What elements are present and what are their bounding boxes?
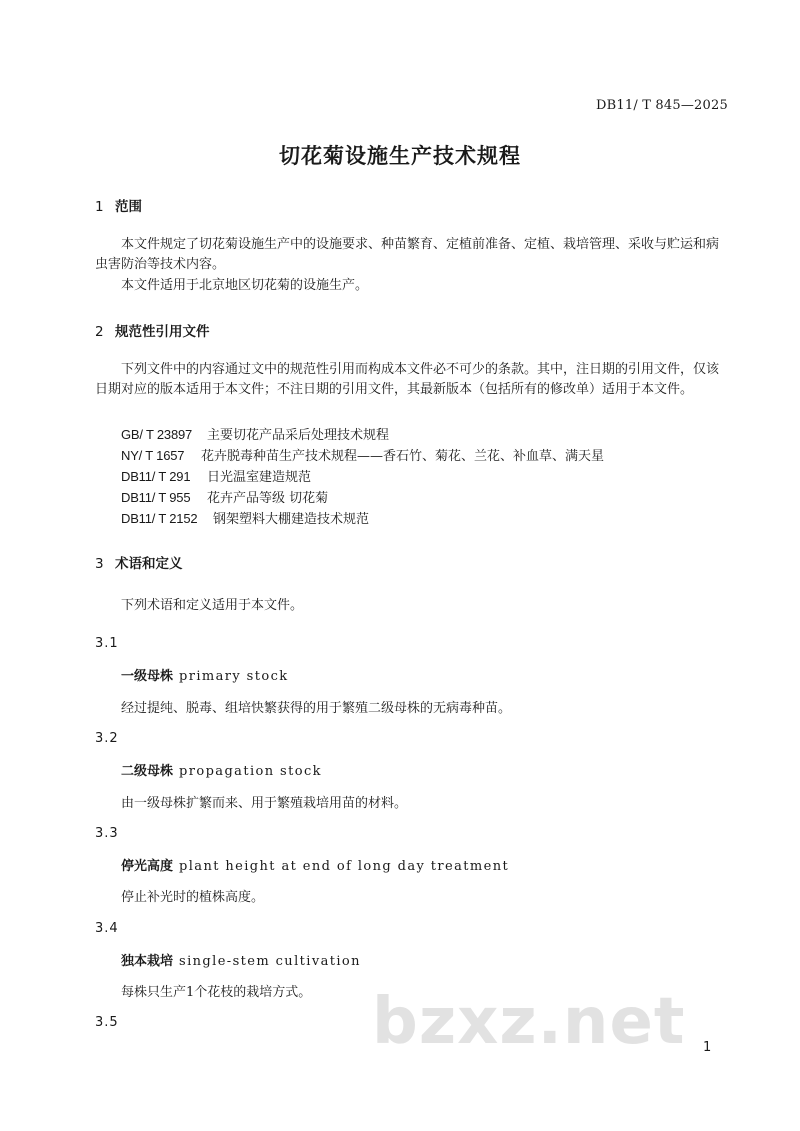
term-heading bbox=[121, 855, 509, 874]
section-number: 3 bbox=[95, 556, 104, 572]
term-zh: 一级母株 bbox=[121, 669, 174, 684]
reference-code: DB11/ T 2152 bbox=[121, 511, 198, 526]
term-zh: 停光高度 bbox=[121, 859, 174, 874]
document-code: DB11/ T 845—2025 bbox=[596, 98, 728, 113]
reference-code: NY/ T 1657 bbox=[121, 448, 185, 463]
reference-name: 钢架塑料大棚建造技术规范 bbox=[213, 512, 370, 527]
reference-name: 日光温室建造规范 bbox=[207, 470, 312, 485]
reference-item bbox=[121, 424, 389, 443]
term-definition: 每株只生产1个花枝的栽培方式。 bbox=[121, 985, 312, 1000]
term-definition: 由一级母株扩繁而来、用于繁殖栽培用苗的材料。 bbox=[121, 796, 408, 811]
section-number: 2 bbox=[95, 324, 104, 340]
section-title: 规范性引用文件 bbox=[115, 324, 210, 340]
reference-name: 主要切花产品采后处理技术规程 bbox=[207, 428, 390, 443]
reference-item bbox=[121, 508, 369, 527]
references-intro-paragraph: 下列文件中的内容通过文中的规范性引用而构成本文件必不可少的条款。其中，注日期的引用文件，仅该日期对应的版本适用于本文件；不注日期的引用文件，其最新版本（包括所有的修改单）适用于本文件。 bbox=[95, 362, 720, 397]
term-definition: 经过提纯、脱毒、组培快繁获得的用于繁殖二级母株的无病毒种苗。 bbox=[121, 701, 512, 716]
reference-code: GB/ T 23897 bbox=[121, 427, 193, 442]
term-heading bbox=[121, 950, 361, 969]
reference-item bbox=[121, 445, 604, 464]
term-en: plant height at end of long day treatment bbox=[179, 859, 510, 874]
reference-name: 花卉产品等级 切花菊 bbox=[207, 491, 329, 506]
term-en: primary stock bbox=[179, 669, 289, 684]
term-heading bbox=[121, 760, 322, 779]
term-en: propagation stock bbox=[179, 764, 322, 779]
term-number: 3.3 bbox=[95, 826, 119, 841]
document-title: 切花菊设施生产技术规程 bbox=[279, 144, 521, 168]
reference-code: DB11/ T 291 bbox=[121, 469, 191, 484]
page-number: 1 bbox=[703, 1040, 712, 1055]
section-3-heading bbox=[95, 552, 183, 572]
term-heading bbox=[121, 665, 289, 684]
term-zh: 独本栽培 bbox=[121, 954, 174, 969]
terms-intro: 下列术语和定义适用于本文件。 bbox=[121, 598, 304, 613]
scope-paragraph-1: 本文件规定了切花菊设施生产中的设施要求、种苗繁育、定植前准备、定植、栽培管理、采收与贮运和病虫害防治等技术内容。 bbox=[95, 237, 720, 272]
term-number: 3.4 bbox=[95, 921, 119, 936]
reference-item bbox=[121, 487, 328, 506]
scope-paragraph-2: 本文件适用于北京地区切花菊的设施生产。 bbox=[121, 278, 369, 293]
section-title: 范围 bbox=[115, 199, 142, 215]
term-zh: 二级母株 bbox=[121, 764, 174, 779]
term-definition: 停止补光时的植株高度。 bbox=[121, 890, 265, 905]
term-en: single-stem cultivation bbox=[179, 954, 361, 969]
term-number: 3.2 bbox=[95, 731, 119, 746]
section-number: 1 bbox=[95, 199, 104, 215]
term-number: 3.5 bbox=[95, 1015, 119, 1030]
reference-item bbox=[121, 466, 311, 485]
section-2-heading bbox=[95, 320, 210, 340]
term-number: 3.1 bbox=[95, 636, 119, 651]
reference-name: 花卉脱毒种苗生产技术规程——香石竹、菊花、兰花、补血草、满天星 bbox=[201, 449, 605, 464]
watermark: bzxz.net bbox=[372, 985, 686, 1059]
section-1-heading bbox=[95, 195, 142, 215]
reference-code: DB11/ T 955 bbox=[121, 490, 191, 505]
section-title: 术语和定义 bbox=[115, 556, 183, 572]
